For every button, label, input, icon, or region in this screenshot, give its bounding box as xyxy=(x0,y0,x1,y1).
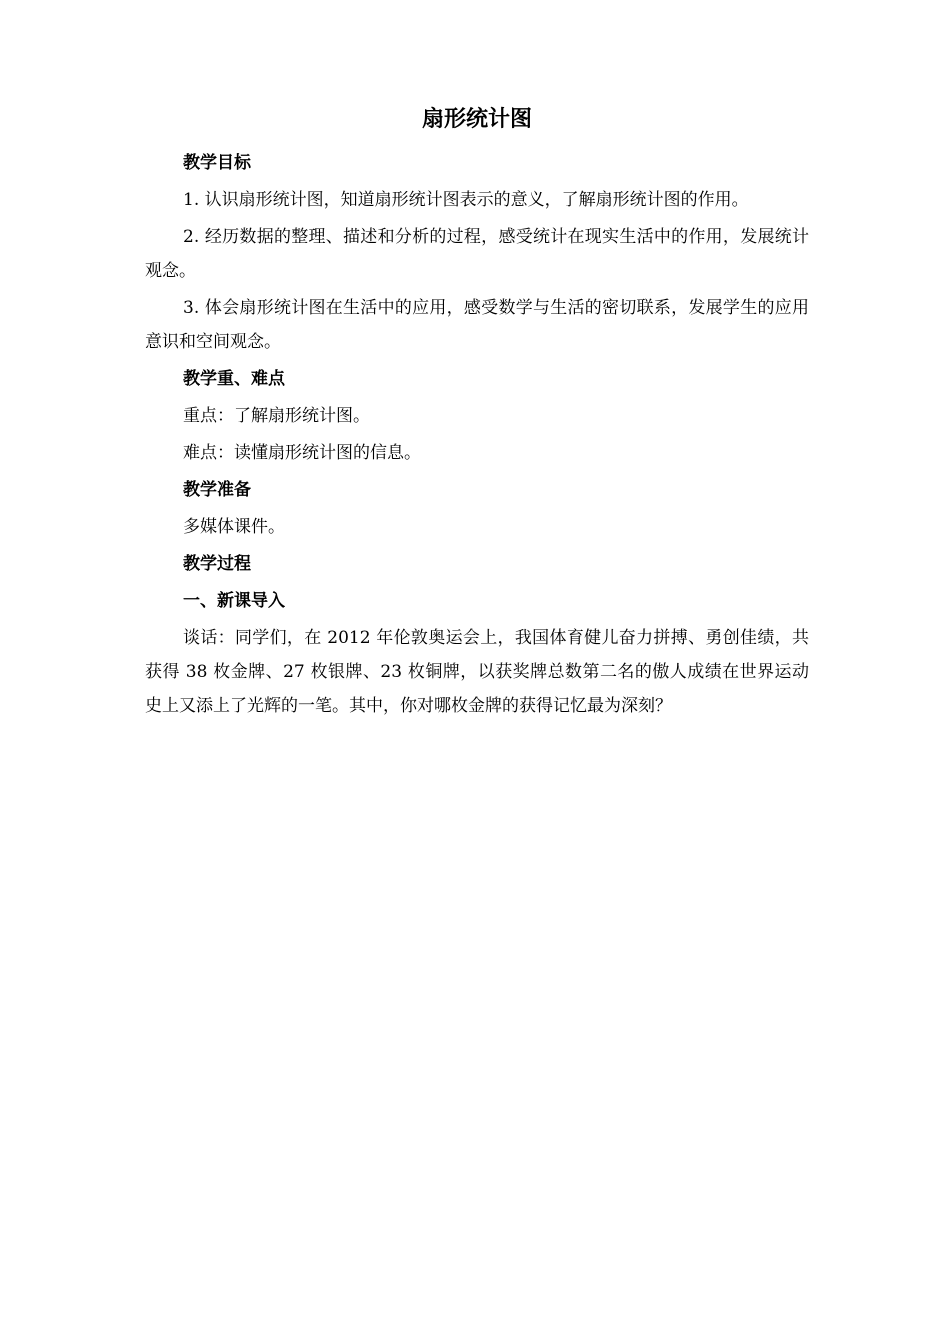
document-content xyxy=(145,100,809,726)
heading-key-points: 教学重、难点 xyxy=(183,369,285,389)
goal-item-1: 1. 认识扇形统计图，知道扇形统计图表示的意义，了解扇形统计图的作用。 xyxy=(183,190,749,210)
goal-item-3: 3. 体会扇形统计图在生活中的应用，感受数学与生活的密切联系，发展学生的应用意识和空间观念。 xyxy=(145,298,809,352)
goal-item-2: 2. 经历数据的整理、描述和分析的过程，感受统计在现实生活中的作用，发展统计观念。 xyxy=(145,227,809,281)
document-title: 扇形统计图 xyxy=(421,107,532,132)
key-point-text: 重点：了解扇形统计图。 xyxy=(183,406,370,426)
preparation-text: 多媒体课件。 xyxy=(183,517,285,537)
heading-preparation: 教学准备 xyxy=(183,480,251,500)
heading-teaching-goals: 教学目标 xyxy=(183,153,251,173)
heading-teaching-process: 教学过程 xyxy=(183,554,251,574)
difficulty-text: 难点：读懂扇形统计图的信息。 xyxy=(183,443,421,463)
introduction-text: 谈话：同学们，在 2012 年伦敦奥运会上，我国体育健儿奋力拼搏、勇创佳绩，共获得 38 枚金牌、27 枚银牌、23 枚铜牌，以获奖牌总数第二名的傲人成绩在世界运动史上又添上了光辉的一笔。其中，你对哪枚金牌的获得记忆最为深刻？ xyxy=(145,628,809,716)
subheading-introduction: 一、新课导入 xyxy=(183,591,285,611)
